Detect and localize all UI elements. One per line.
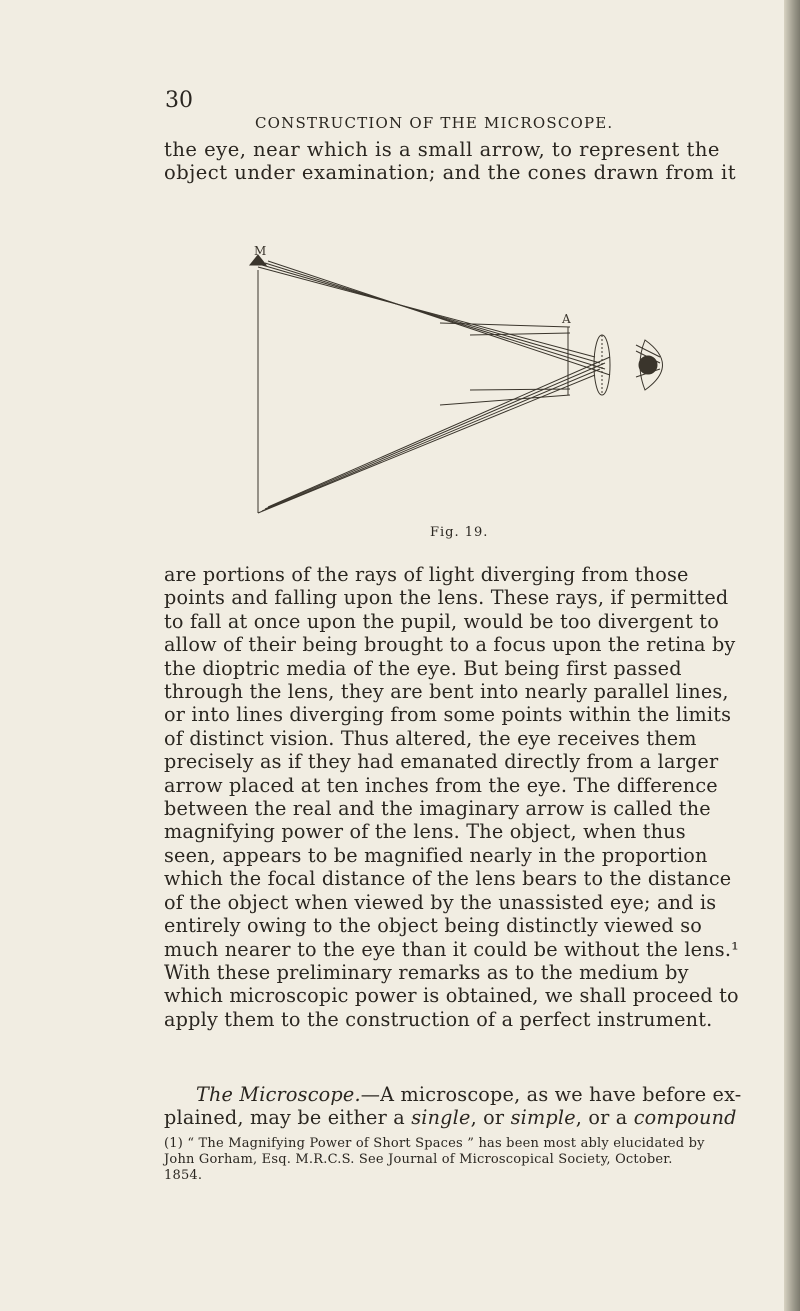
subsection-first-line <box>164 1083 769 1106</box>
subsection-heading: The Microscope. <box>196 1083 361 1106</box>
intro-paragraph: the eye, near which is a small arrow, to represent the object under examination; and the cones drawn from it <box>164 138 737 184</box>
figure-19-diagram <box>240 245 710 530</box>
page-number: 30 <box>165 88 193 113</box>
subsection-line1-rest: —A microscope, as we have before ex- <box>360 1083 742 1106</box>
subsection-line2-start: plained, may be either a <box>164 1106 412 1130</box>
figure-caption: Fig. 19. <box>430 525 489 540</box>
term-separator-1: , or <box>470 1106 511 1130</box>
running-head: CONSTRUCTION OF THE MICROSCOPE. <box>255 114 614 132</box>
page-edge-shadow <box>784 0 800 1311</box>
term-compound: compound <box>633 1106 737 1130</box>
figure-label-top: M <box>254 245 267 258</box>
term-single: single <box>411 1106 471 1130</box>
term-separator-2: , or a <box>575 1106 634 1130</box>
term-simple: simple <box>510 1106 576 1130</box>
figure-label-right: A <box>562 312 571 326</box>
footnote: (1) “ The Magnifying Power of Short Spaces ” has been most ably elucidated by John Gorham, Esq. M.R.C.S. See Journal of Microscopical Society, October. 1854. <box>164 1136 705 1183</box>
body-paragraph: are portions of the rays of light diverging from those points and falling upon the lens. These rays, if permitted to fall at once upon the pupil, would be too divergent to allow of their being brought to a focus upon the retina by the dioptric media of the eye. But being first passed through the lens, they are bent into nearly parallel lines, or into lines diverging from some points within the limits of distinct vision. Thus altered, the eye receives them precisely as if they had emanated directly from a larger arrow placed at ten inches from the eye. The difference between the real and the imaginary arrow is called the magnifying power of the lens. The object, when thus seen, appears to be magnified nearly in the proportion which the focal distance of the lens bears to the distance of the object when viewed by the unassisted eye; and is entirely owing to the object being distinctly viewed so much nearer to the eye than it could be without the lens.¹ With these preliminary remarks as to the medium by which microscopic power is obtained, we shall proceed to apply them to the construction of a perfect instrument. <box>164 563 740 1031</box>
subsection-microscope <box>164 1083 769 1130</box>
